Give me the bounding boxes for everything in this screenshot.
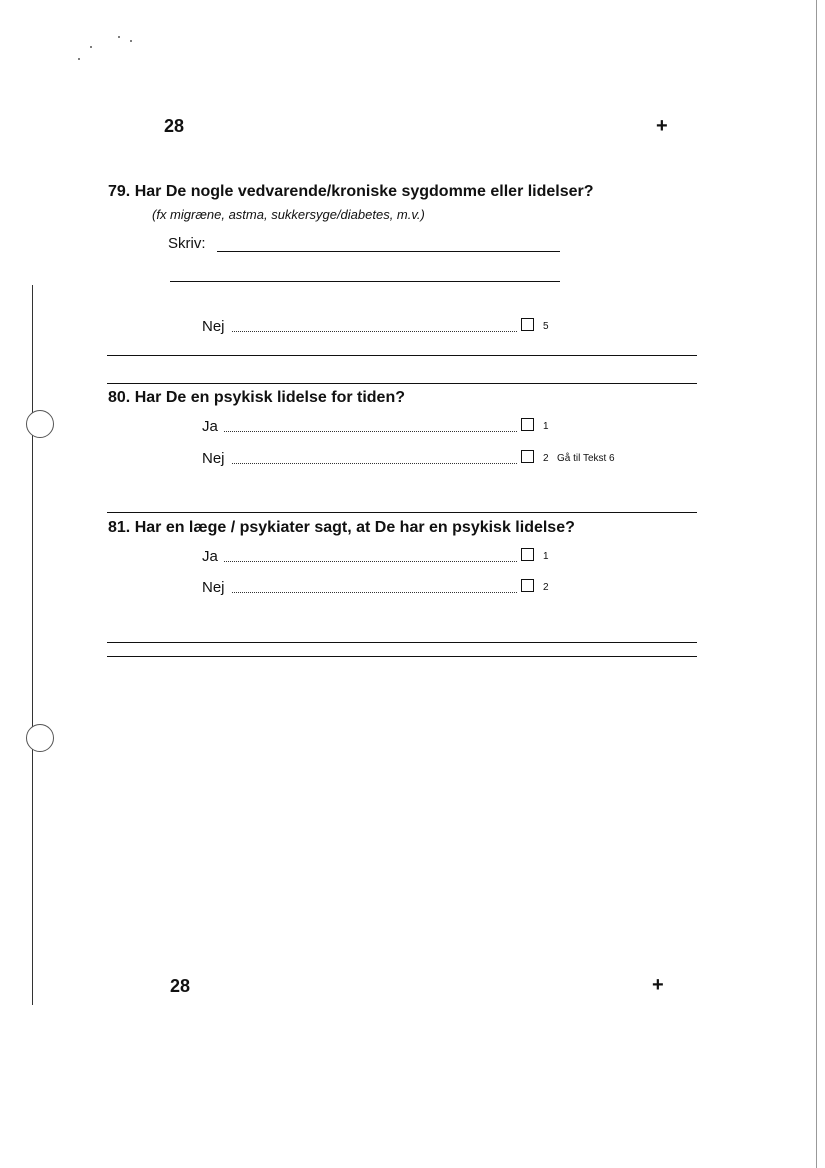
checkbox[interactable] [521, 450, 534, 463]
dot-leader [232, 592, 517, 593]
scan-speck [118, 36, 120, 38]
section-divider [107, 355, 697, 356]
option-label: Nej [202, 450, 225, 467]
dot-leader [224, 561, 517, 562]
option-code: 5 [543, 321, 549, 332]
checkbox[interactable] [521, 548, 534, 561]
question-81-title: 81. Har en læge / psykiater sagt, at De har en psykisk lidelse? [108, 519, 575, 536]
option-code: 1 [543, 421, 549, 432]
punch-hole-bottom [26, 724, 54, 752]
write-answer-line-1[interactable] [217, 251, 560, 252]
question-80-title: 80. Har De en psykisk lidelse for tiden? [108, 389, 405, 406]
dot-leader [224, 431, 517, 432]
question-79-title: 79. Har De nogle vedvarende/kroniske sygdomme eller lidelser? [108, 183, 594, 200]
registration-mark-top: + [656, 115, 668, 137]
option-label: Ja [202, 548, 218, 565]
section-divider [107, 656, 697, 657]
option-code: 2 [543, 582, 549, 593]
option-label: Nej [202, 318, 225, 335]
write-label: Skriv: [168, 235, 206, 252]
section-divider [107, 642, 697, 643]
page-number-bottom: 28 [170, 976, 191, 996]
scan-speck [130, 40, 132, 42]
checkbox[interactable] [521, 318, 534, 331]
left-margin-rule [32, 285, 33, 1005]
checkbox[interactable] [521, 418, 534, 431]
checkbox[interactable] [521, 579, 534, 592]
option-label: Ja [202, 418, 218, 435]
page-number-top: 28 [164, 116, 185, 136]
dot-leader [232, 463, 517, 464]
section-divider [107, 512, 697, 513]
section-divider [107, 383, 697, 384]
option-code: 1 [543, 551, 549, 562]
right-edge-rule [816, 0, 817, 1168]
scan-speck [78, 58, 80, 60]
scan-speck [90, 46, 92, 48]
dot-leader [232, 331, 517, 332]
skip-instruction: Gå til Tekst 6 [557, 453, 615, 464]
registration-mark-bottom: + [652, 974, 664, 996]
option-label: Nej [202, 579, 225, 596]
option-code: 2 [543, 453, 549, 464]
punch-hole-top [26, 410, 54, 438]
question-79-examples: (fx migræne, astma, sukkersyge/diabetes, m.v.) [152, 207, 425, 222]
write-answer-line-2[interactable] [170, 281, 560, 282]
